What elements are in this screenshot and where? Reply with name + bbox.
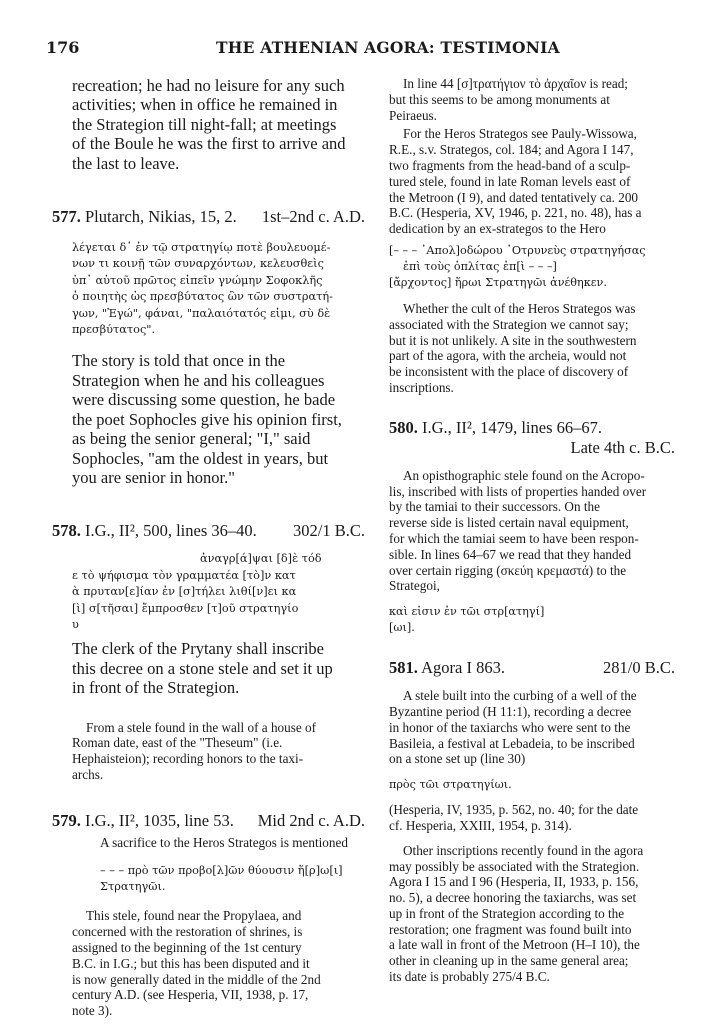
entry-date: 302/1 B.C. xyxy=(293,521,365,541)
greek-line: [ἄρχοντος] ἥρωι Στρατηγῶι ἀνέθηκεν. xyxy=(389,275,607,289)
text-line: B.C. in I.G.; but this has been disputed and it xyxy=(72,955,310,971)
text-line: associated with the Strategion we cannot say; xyxy=(389,316,629,332)
page-number: 176 xyxy=(46,38,80,57)
text-line: (Hesperia, IV, 1935, p. 562, no. 40; for the date xyxy=(389,802,639,818)
text-line: This stele, found near the Propylaea, and xyxy=(86,908,302,924)
text-line: Peiraeus. xyxy=(389,107,437,123)
note-581 xyxy=(389,688,675,767)
text-line: on a stone set up (line 30) xyxy=(389,751,526,767)
text-line: An opisthographic stele found on the Acropo- xyxy=(403,467,645,483)
entry-date: 1st–2nd c. A.D. xyxy=(261,207,365,227)
paragraph-heros-strategos xyxy=(389,126,675,237)
text-line: Agora I 15 and I 96 (Hesperia, II, 1933, p. 156, xyxy=(389,874,639,890)
greek-line: Στρατηγῶι. xyxy=(100,879,166,893)
text-line: sible. In lines 64–67 we read that they handed xyxy=(389,546,632,562)
entry-date: Late 4th c. B.C. xyxy=(570,437,675,457)
entry-source: Agora I 863. xyxy=(421,658,505,678)
translation-577 xyxy=(52,351,365,487)
text-line: activities; when in office he remained in xyxy=(72,95,338,115)
text-line: From a stele found in the wall of a house of xyxy=(86,719,316,735)
greek-line: υ xyxy=(72,617,79,631)
entry-heading-580 xyxy=(389,418,675,438)
greek-line: ε τὸ ψήφισμα τὸν γραμματέα [τὸ]ν κατ xyxy=(72,568,296,582)
text-line: no. 5), a decree honoring the taxiarchs, was set xyxy=(389,890,637,906)
text-line: A stele built into the curbing of a well of the xyxy=(403,688,637,704)
greek-quote-578 xyxy=(52,551,365,633)
greek-line: νων τι κοινῇ τῶν συναρχόντων, κελευσθεὶς xyxy=(72,257,324,271)
greek-quote-577 xyxy=(52,240,365,338)
text-line: Whether the cult of the Heros Strategos was xyxy=(403,300,636,316)
text-line: the Metroon (I 9), and dated tentatively ca. 200 xyxy=(389,189,639,205)
text-line: you are senior in honor." xyxy=(72,467,235,487)
entry-number: 580. xyxy=(389,417,418,437)
entry-heading-579 xyxy=(52,811,365,831)
text-line: recreation; he had no leisure for any such xyxy=(72,76,345,95)
entry-heading-581 xyxy=(389,658,675,678)
entry-source: Plutarch, Nikias, 15, 2. xyxy=(85,207,237,227)
greek-line: ὁ ποιητὴς ὡς πρεσβύτατος ὢν τῶν συστρατή- xyxy=(72,290,333,304)
text-line: cf. Hesperia, XXIII, 1954, p. 314). xyxy=(389,817,572,833)
text-line: other in cleaning up in the same general area; xyxy=(389,953,629,969)
paragraph-cult xyxy=(389,301,675,396)
text-line: is now generally dated in the middle of the 2nd xyxy=(72,971,321,987)
greek-line: [ὶ] σ[τῆσαι] ἔμπροσθεν [τ]οῦ στρατηγίο xyxy=(72,601,299,615)
intro-paragraph xyxy=(52,76,365,173)
greek-dedication xyxy=(389,243,675,291)
greek-line: πρεσβύτατος". xyxy=(72,323,156,337)
text-line: in honor of the taxiarchs who were sent to the xyxy=(389,719,631,735)
text-line: archs. xyxy=(72,766,104,782)
text-line: R.E., s.v. Strategos, col. 184; and Agora I 147, xyxy=(389,142,634,158)
text-line: of the Boule he was the first to arrive and xyxy=(72,134,346,154)
page-header xyxy=(46,38,686,62)
text-line: lis, inscribed with lists of properties handed over xyxy=(389,483,647,499)
text-line: a late wall in front of the Metroon (H–I 10), the xyxy=(389,937,640,953)
text-line: B.C. (Hesperia, XV, 1946, p. 221, no. 48), has a xyxy=(389,205,642,221)
greek-quote-580 xyxy=(389,604,675,636)
text-line: The story is told that once in the xyxy=(72,351,286,371)
text-line: Byzantine period (H 11:1), recording a decree xyxy=(389,703,632,719)
text-line: concerned with the restoration of shrines, is xyxy=(72,924,303,940)
text-line: for which the tamiai seem to have been respon- xyxy=(389,530,639,546)
paragraph-other-inscriptions xyxy=(389,843,675,985)
text-line: century A.D. (see Hesperia, VII, 1938, p. 17, xyxy=(72,987,309,1003)
note-580 xyxy=(389,468,675,594)
text-line: part of the agora, with the archeia, would not xyxy=(389,348,627,364)
entry-number: 579. xyxy=(52,810,81,830)
running-title: THE ATHENIAN AGORA: TESTIMONIA xyxy=(216,38,560,57)
text-line: For the Heros Strategos see Pauly-Wissowa, xyxy=(403,126,637,142)
entry-heading-577 xyxy=(52,207,365,227)
text-line: the poet Sophocles give his opinion first, xyxy=(72,409,342,429)
text-line: the Strategion till night-fall; at meetings xyxy=(72,114,337,134)
greek-line: ἐπὶ τοὺς ὁπλίτας ἐπ[ὶ – – –] xyxy=(403,259,557,273)
entry-number: 577. xyxy=(52,207,81,227)
entry-date: Mid 2nd c. A.D. xyxy=(257,810,365,830)
right-column xyxy=(389,76,675,985)
text-line: In line 44 [σ]τρατήγιον τὸ ἀρχαῖον is read; xyxy=(403,76,628,91)
text-line: by the tamiai to their successors. On the xyxy=(389,499,600,515)
text-line: as being the senior general; "I," said xyxy=(72,429,311,449)
text-line: inscriptions. xyxy=(389,379,454,395)
text-line: its date is probably 275/4 B.C. xyxy=(389,969,550,985)
entry-source: I.G., II², 500, lines 36–40. xyxy=(85,521,257,541)
text-line: Basileia, a festival at Lebadeia, to be inscribed xyxy=(389,735,635,751)
text-line: this decree on a stone stele and set it up xyxy=(72,658,333,678)
paragraph-strategion-archaion xyxy=(389,76,675,123)
text-line: restoration; one fragment was found built into xyxy=(389,921,632,937)
text-line: be inconsistent with the place of discovery of xyxy=(389,364,629,380)
note-579 xyxy=(52,908,365,1019)
note-578 xyxy=(52,720,365,783)
greek-line: γων, "Ἐγώ", φάναι, "παλαιότατός εἰμι, σὺ δὲ xyxy=(72,306,331,320)
text-line: over certain rigging (σκεύη κρεμαστά) to the xyxy=(389,562,627,578)
entry-number: 578. xyxy=(52,521,81,541)
greek-line: [ωι]. xyxy=(389,621,415,635)
text-line: but it is not unlikely. A site in the southwestern xyxy=(389,332,637,348)
entry-source: I.G., II², 1035, line 53. xyxy=(85,810,234,830)
text-line: Hephaisteion); recording honors to the taxi- xyxy=(72,751,304,767)
greek-line: ὑπ᾽ αὐτοῦ πρῶτος εἰπεῖν γνώμην Σοφοκλῆς xyxy=(72,273,323,287)
text-line: A sacrifice to the Heros Strategos is mentioned xyxy=(100,834,348,850)
text-line: Strategion when he and his colleagues xyxy=(72,370,325,390)
entry-number: 581. xyxy=(389,658,418,678)
text-line: dedication by an ex-strategos to the Hero xyxy=(389,221,606,237)
translation-578 xyxy=(52,639,365,697)
entry-heading-578 xyxy=(52,521,365,541)
entry-date: 281/0 B.C. xyxy=(603,658,675,678)
text-line: The clerk of the Prytany shall inscribe xyxy=(72,639,325,659)
reference-581 xyxy=(389,802,675,834)
greek-line: [– – – ᾽Απολ]οδώρου ᾽Οτρυνεὺς στρατηγήσας xyxy=(389,243,646,257)
greek-quote-579 xyxy=(52,863,365,896)
greek-line: λέγεται δ᾽ ἐν τῷ στρατηγίῳ ποτὲ βουλευομέ- xyxy=(72,241,331,255)
left-column xyxy=(52,76,365,1019)
greek-line: ὰ πρυταν[ε]ίαν ἐν [σ]τήλει λιθί[ν]ει κα xyxy=(72,585,297,599)
text-line: two fragments from the head-band of a sculp- xyxy=(389,157,631,173)
greek-line: ἀναγρ[ά]ψαι [δ]ὲ τόδ xyxy=(200,552,322,566)
text-line: in front of the Strategion. xyxy=(72,678,240,698)
text-line: reverse side is listed certain naval equipment, xyxy=(389,515,629,531)
text-line: Strategoi, xyxy=(389,578,440,594)
text-line: Sophocles, "am the oldest in years, but xyxy=(72,448,329,468)
text-line: Roman date, east of the "Theseum" (i.e. xyxy=(72,735,283,751)
text-line: tured stele, found in late Roman levels east of xyxy=(389,173,631,189)
text-line: but this seems to be among monuments at xyxy=(389,91,610,107)
text-line: Other inscriptions recently found in the agora xyxy=(403,842,644,858)
entry-source: I.G., II², 1479, lines 66–67. xyxy=(422,417,603,437)
text-line: up in front of the Strategion according to the xyxy=(389,905,625,921)
greek-line: πρὸς τῶι στρατηγίωι. xyxy=(389,778,512,792)
greek-line: καὶ εἰσιν ἐν τῶι στρ[ατηγί] xyxy=(389,605,545,619)
text-line: note 3). xyxy=(72,1003,113,1019)
text-line: were discussing some question, he bade xyxy=(72,390,336,410)
greek-line: – – – πρὸ τῶν προβο[λ]ῶν θύουσιν ἥ[ρ]ω[ι] xyxy=(100,863,343,877)
text-line: assigned to the beginning of the 1st century xyxy=(72,939,302,955)
text-line: may possibly be associated with the Strategion. xyxy=(389,858,640,874)
text-line: the last to leave. xyxy=(72,153,180,173)
